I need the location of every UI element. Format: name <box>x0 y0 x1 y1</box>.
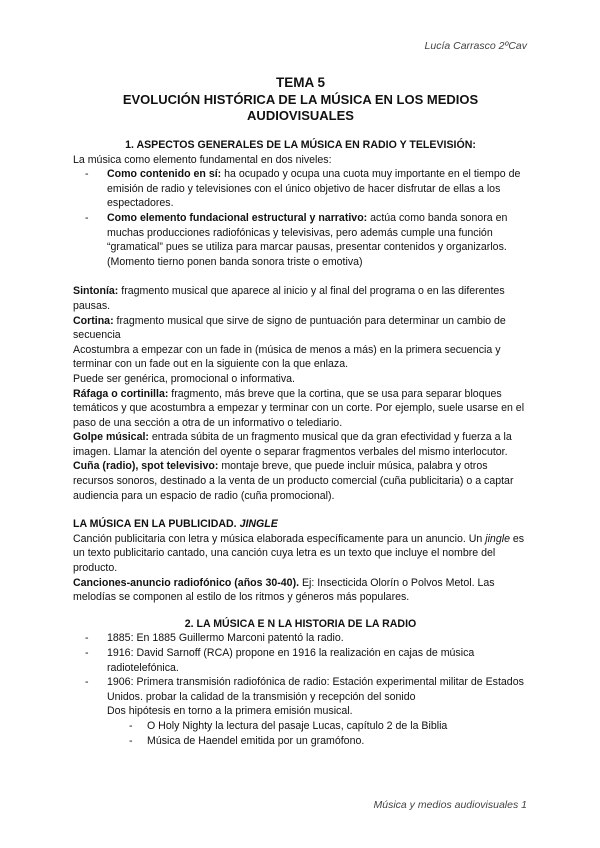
section-1-heading: 1. ASPECTOS GENERALES DE LA MÚSICA EN RADIO Y TELEVISIÓN: <box>125 139 476 151</box>
list-item: - 1916: David Sarnoff (RCA) propone en 1916 la realización en cajas de música radiotelefónica. <box>107 646 528 675</box>
definition-text: montaje breve, que puede incluir música, palabra y otros recursos sonoros, destinado a la venta de un producto comercial (cuña publicitaria) o a captar audiencia para un espacio de radio (cuña promocional). <box>73 460 514 502</box>
document-body <box>73 74 528 748</box>
paragraph-text: es un texto publicitario cantado, una canción cuya letra es un texto que incluye el nombre del producto. <box>73 532 525 575</box>
publicidad-heading <box>73 517 528 532</box>
definition-rafaga <box>73 387 528 431</box>
section-2-list <box>73 631 528 748</box>
sublist-item: - O Holy Nighty la lectura del pasaje Lucas, capítulo 2 de la Biblia <box>147 719 528 734</box>
paragraph-term: Canciones-anuncio radiofónico (años 30-40). <box>73 576 300 589</box>
section-2-sublist <box>107 719 528 748</box>
definition-text: fragmento musical que aparece al inicio y al final del programa o en las diferentes pausas. <box>73 285 505 312</box>
list-item-note: Dos hipótesis en torno a la primera emisión musical. <box>107 705 353 718</box>
publicidad-paragraph-1 <box>73 532 528 576</box>
definition-text: fragmento musical que sirve de signo de puntuación para determinar un cambio de secuencia <box>73 314 506 342</box>
definition-text: entrada súbita de un fragmento musical que da gran efectividad y fuerza a la imagen. Llamar la atención del oyente o separar fragmentos verbales del mismo interlocutor. <box>73 431 512 458</box>
definition-term: Cuña (radio), spot televisivo: <box>73 460 219 473</box>
document-subtitle <box>73 92 528 124</box>
paragraph-text: Canción publicitaria con letra y música elaborada específicamente para un anuncio. Un <box>73 532 486 545</box>
definition-cortina <box>73 314 528 343</box>
list-item-text: ha ocupado y ocupa una cuota muy importante en el tiempo de emisión de radio y televisiones con el único objetivo de hacer disfrutar de ellas a los espectadores. <box>107 168 521 210</box>
list-item: - 1885: En 1885 Guillermo Marconi patentó la radio. <box>107 631 528 646</box>
document-title: TEMA 5 <box>275 75 325 90</box>
publicidad-heading-italic: JINGLE <box>239 518 278 531</box>
definition-term: Cortina: <box>73 314 114 327</box>
definition-cuna <box>73 459 528 503</box>
paragraph-text: Ej: Insecticida Olorín o Polvos Metol. Las melodías se componen al estilo de los ritmos y géneros más populares. <box>73 576 495 604</box>
section-2-heading: 2. LA MÚSICA E N LA HISTORIA DE LA RADIO <box>184 617 417 630</box>
list-item-term: Como contenido en sí: <box>107 168 222 181</box>
page-footer: Música y medios audiovisuales 1 <box>373 799 527 811</box>
list-item-text: 1906: Primera transmisión radiofónica de radio: Estación experimental militar de Estados Unidos. probar la calidad de la transmisión y recepción del sonido <box>107 676 524 703</box>
section-1-intro: La música como elemento fundamental en dos niveles: <box>73 153 332 166</box>
list-item-text: actúa como banda sonora en muchas producciones radiofónicas y televisivas, pero además cumple una función “gramatical” pues se utiliza para marcar pausas, presentar contenidos y organizarlos. (Momento tierno ponen banda sonora triste o emotiva) <box>107 211 508 268</box>
list-item <box>107 211 528 269</box>
list-item <box>107 167 528 211</box>
subtitle-line-2: AUDIOVISUALES <box>247 108 354 123</box>
cortina-note-2: Puede ser genérica, promocional o informativa. <box>73 372 295 385</box>
subtitle-line-1: EVOLUCIÓN HISTÓRICA DE LA MÚSICA EN LOS MEDIOS <box>122 92 479 107</box>
publicidad-paragraph-2 <box>73 576 528 605</box>
list-item-term: Como elemento fundacional estructural y narrativo: <box>107 211 368 224</box>
publicidad-heading-text: LA MÚSICA EN LA PUBLICIDAD. <box>73 518 240 531</box>
author-name: Lucía Carrasco 2ºCav <box>424 40 527 52</box>
definition-term: Sintonía: <box>73 285 119 298</box>
sublist-item: - Música de Haendel emitida por un gramófono. <box>147 734 528 749</box>
definition-term: Golpe músical: <box>73 431 149 444</box>
definition-text: fragmento, más breve que la cortina, que se usa para separar bloques temáticos y que acostumbra a empezar y terminar con un corte. Por ejemplo, suele usarse en el paso de una sección a otra de un informativo o telediario. <box>73 387 525 429</box>
section-1-list <box>73 167 528 269</box>
list-item <box>107 675 528 748</box>
definition-sintonia <box>73 284 528 313</box>
definition-golpe <box>73 430 528 459</box>
definition-term: Ráfaga o cortinilla: <box>73 387 169 400</box>
paragraph-italic: jingle <box>485 532 510 545</box>
cortina-note-1: Acostumbra a empezar con un fade in (música de menos a más) en la primera secuencia y terminar con un fade out en la siguiente con la que enlaza. <box>73 343 501 371</box>
